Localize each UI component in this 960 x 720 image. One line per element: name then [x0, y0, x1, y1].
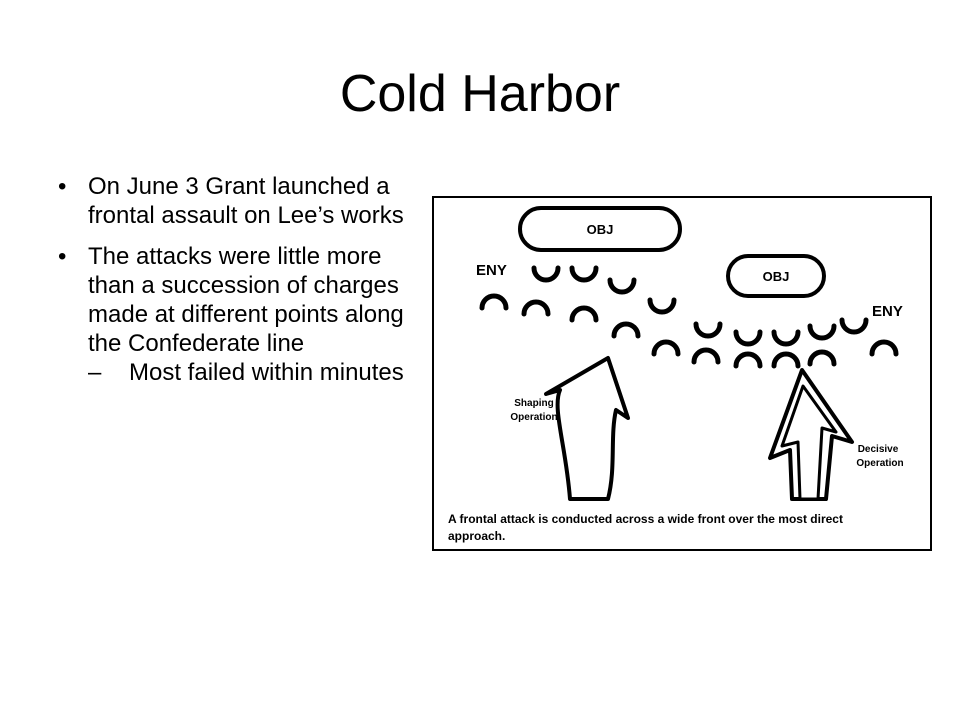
frontal-attack-diagram: [432, 196, 932, 551]
objective-marker: [728, 256, 824, 296]
diagram-caption: A frontal attack is conducted across a wide front over the most direct: [448, 512, 843, 526]
shaping-operation-label: Shaping: [514, 398, 554, 409]
bullet-text: On June 3 Grant launched a frontal assault on Lee’s works: [88, 173, 404, 229]
diagram-canvas: [432, 196, 932, 551]
decisive-operation-label: Decisive: [857, 444, 899, 455]
bullet-marker: •: [58, 243, 67, 270]
diagram-caption: approach.: [448, 529, 506, 543]
diagram-frame: [433, 197, 931, 550]
objective-marker: [520, 208, 680, 250]
sub-bullet-marker: –: [88, 359, 102, 386]
sub-bullet-item: [58, 358, 406, 387]
shaping-operation-label: Operation: [510, 412, 558, 423]
bullet-item: [58, 172, 406, 230]
bullet-item: [58, 242, 406, 387]
sub-bullet-text: Most failed within minutes: [129, 359, 404, 386]
bullet-text: The attacks were little more than a succession of charges made at different points along the Confederate line: [88, 243, 404, 357]
objective-label: OBJ: [586, 222, 614, 237]
decisive-operation-label: Operation: [856, 458, 904, 469]
page-title: Cold Harbor: [339, 65, 621, 123]
objective-label: OBJ: [762, 269, 790, 284]
enemy-label: ENY: [476, 262, 507, 279]
enemy-label: ENY: [872, 303, 903, 320]
bullet-list: [58, 172, 406, 399]
bullet-marker: •: [58, 173, 67, 200]
